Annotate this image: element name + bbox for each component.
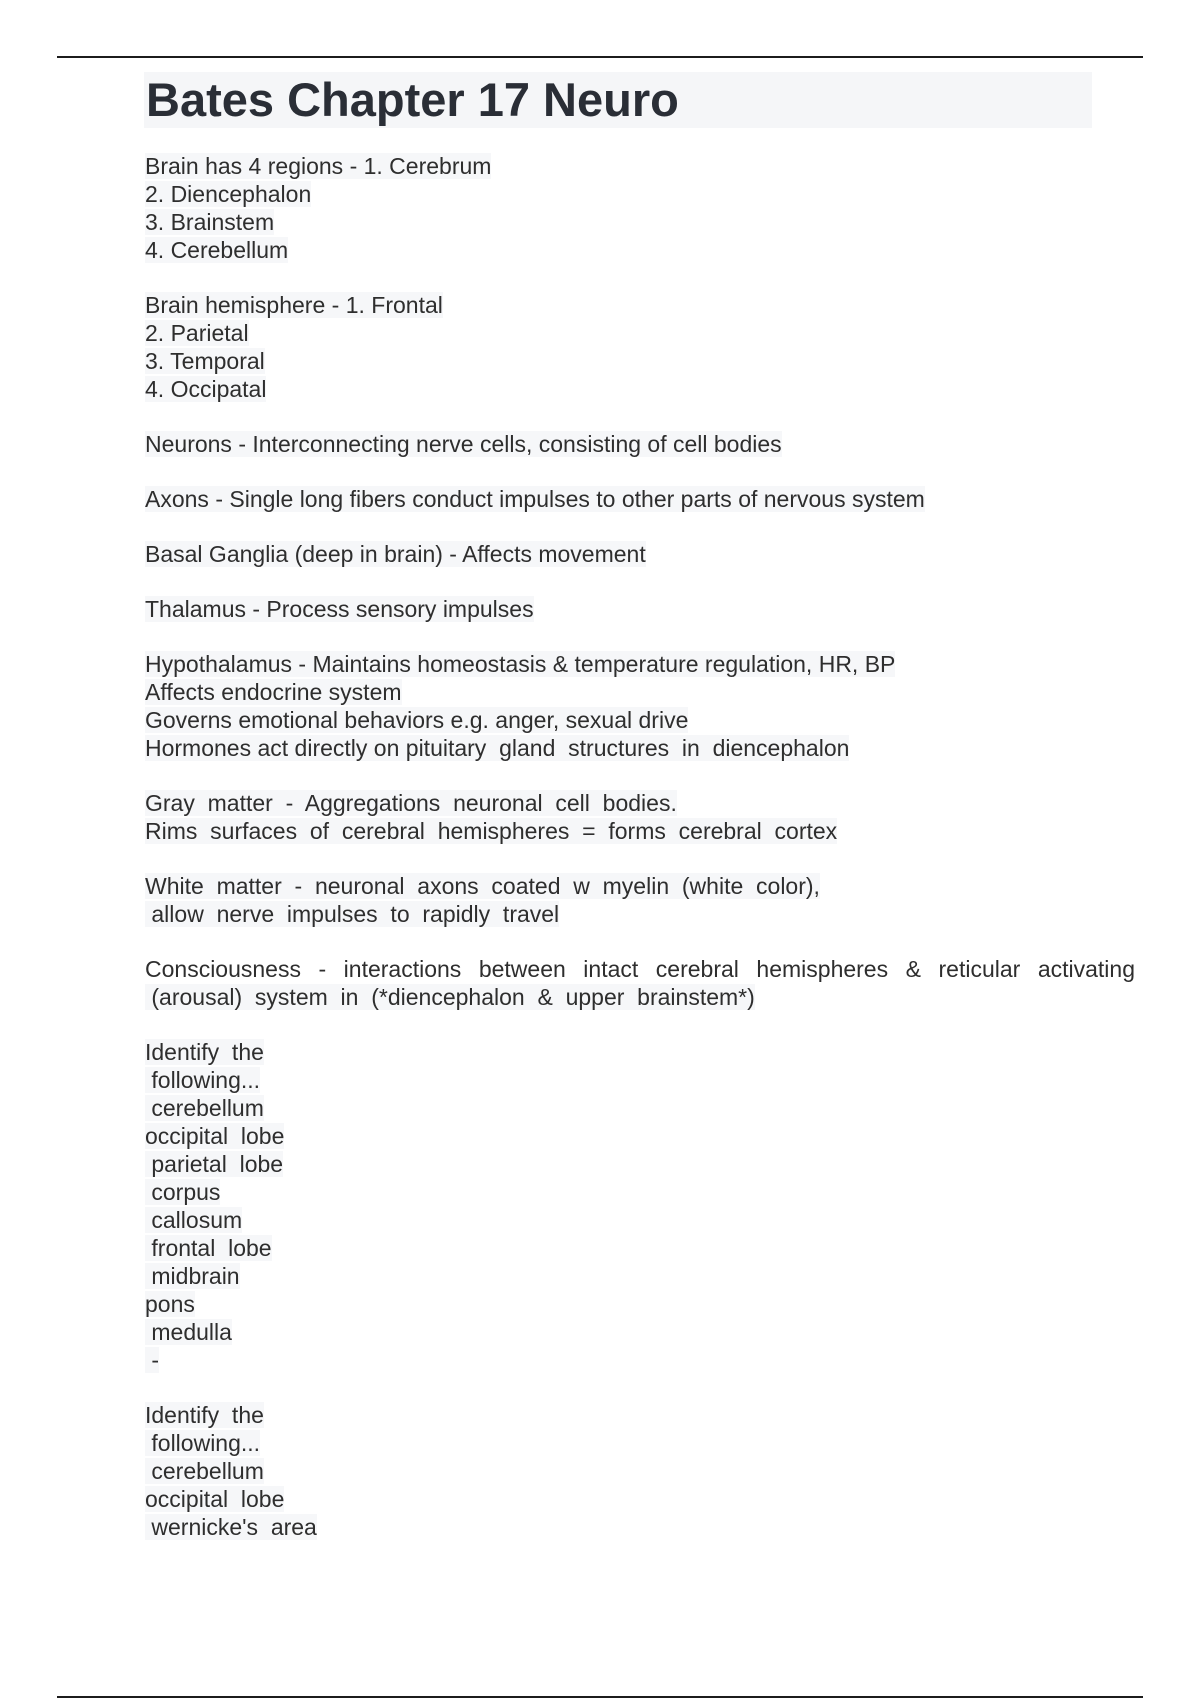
gray-matter-note [145,789,1135,845]
list-item: parietal lobe [145,1151,284,1177]
note-line: Basal Ganglia (deep in brain) - Affects movement [145,541,646,567]
brain-hemisphere-note [145,291,1135,403]
top-rule [57,56,1143,58]
brain-regions-note [145,152,1135,264]
note-line: 2. Diencephalon [145,181,312,207]
list-item: following... [145,1430,261,1456]
note-line: 3. Brainstem [145,209,275,235]
list-item: pons [145,1291,195,1317]
identify-list-1 [145,1038,1135,1374]
list-item: wernicke's area [145,1514,317,1540]
note-line: 2. Parietal [145,320,249,346]
note-line: Brain has 4 regions - 1. Cerebrum [145,153,492,179]
list-item: - [145,1347,160,1373]
document-body [145,152,1135,1568]
note-line: Axons - Single long fibers conduct impulses to other parts of nervous system [145,486,925,512]
note-line: Gray matter - Aggregations neuronal cell bodies. [145,790,677,816]
note-line: Affects endocrine system [145,679,402,705]
neurons-note [145,430,1135,458]
note-line: Hormones act directly on pituitary gland structures in diencephalon [145,735,850,761]
list-item: midbrain [145,1263,240,1289]
thalamus-note [145,595,1135,623]
note-line: Neurons - Interconnecting nerve cells, consisting of cell bodies [145,431,782,457]
note-line: allow nerve impulses to rapidly travel [145,901,560,927]
document-title: Bates Chapter 17 Neuro [146,73,679,126]
note-line: Hypothalamus - Maintains homeostasis & temperature regulation, HR, BP [145,651,896,677]
basal-ganglia-note [145,540,1135,568]
list-item: cerebellum [145,1095,264,1121]
note-line: Thalamus - Process sensory impulses [145,596,534,622]
list-item: following... [145,1067,261,1093]
list-item: Identify the [145,1039,264,1065]
note-line: Governs emotional behaviors e.g. anger, sexual drive [145,707,689,733]
identify-list-2 [145,1401,1135,1541]
list-item: occipital lobe [145,1123,285,1149]
list-item: corpus [145,1179,221,1205]
note-line: 3. Temporal [145,348,265,374]
note-line: 4. Occipatal [145,376,267,402]
list-item: cerebellum [145,1458,264,1484]
hypothalamus-note [145,650,1135,762]
axons-note [145,485,1135,513]
list-item: occipital lobe [145,1486,285,1512]
note-line: White matter - neuronal axons coated w myelin (white color), [145,873,820,899]
note-line: Brain hemisphere - 1. Frontal [145,292,443,318]
list-item: callosum [145,1207,243,1233]
bottom-rule [57,1696,1143,1698]
list-item: medulla [145,1319,232,1345]
note-line: Rims surfaces of cerebral hemispheres = forms cerebral cortex [145,818,838,844]
note-line: Consciousness - interactions between intact cerebral hemispheres & reticular activating [145,956,1135,982]
note-line: 4. Cerebellum [145,237,289,263]
list-item: Identify the [145,1402,264,1428]
consciousness-note [145,955,1135,1011]
white-matter-note [145,872,1135,928]
list-item: frontal lobe [145,1235,272,1261]
note-line: (arousal) system in (*diencephalon & upper brainstem*) [145,984,755,1010]
